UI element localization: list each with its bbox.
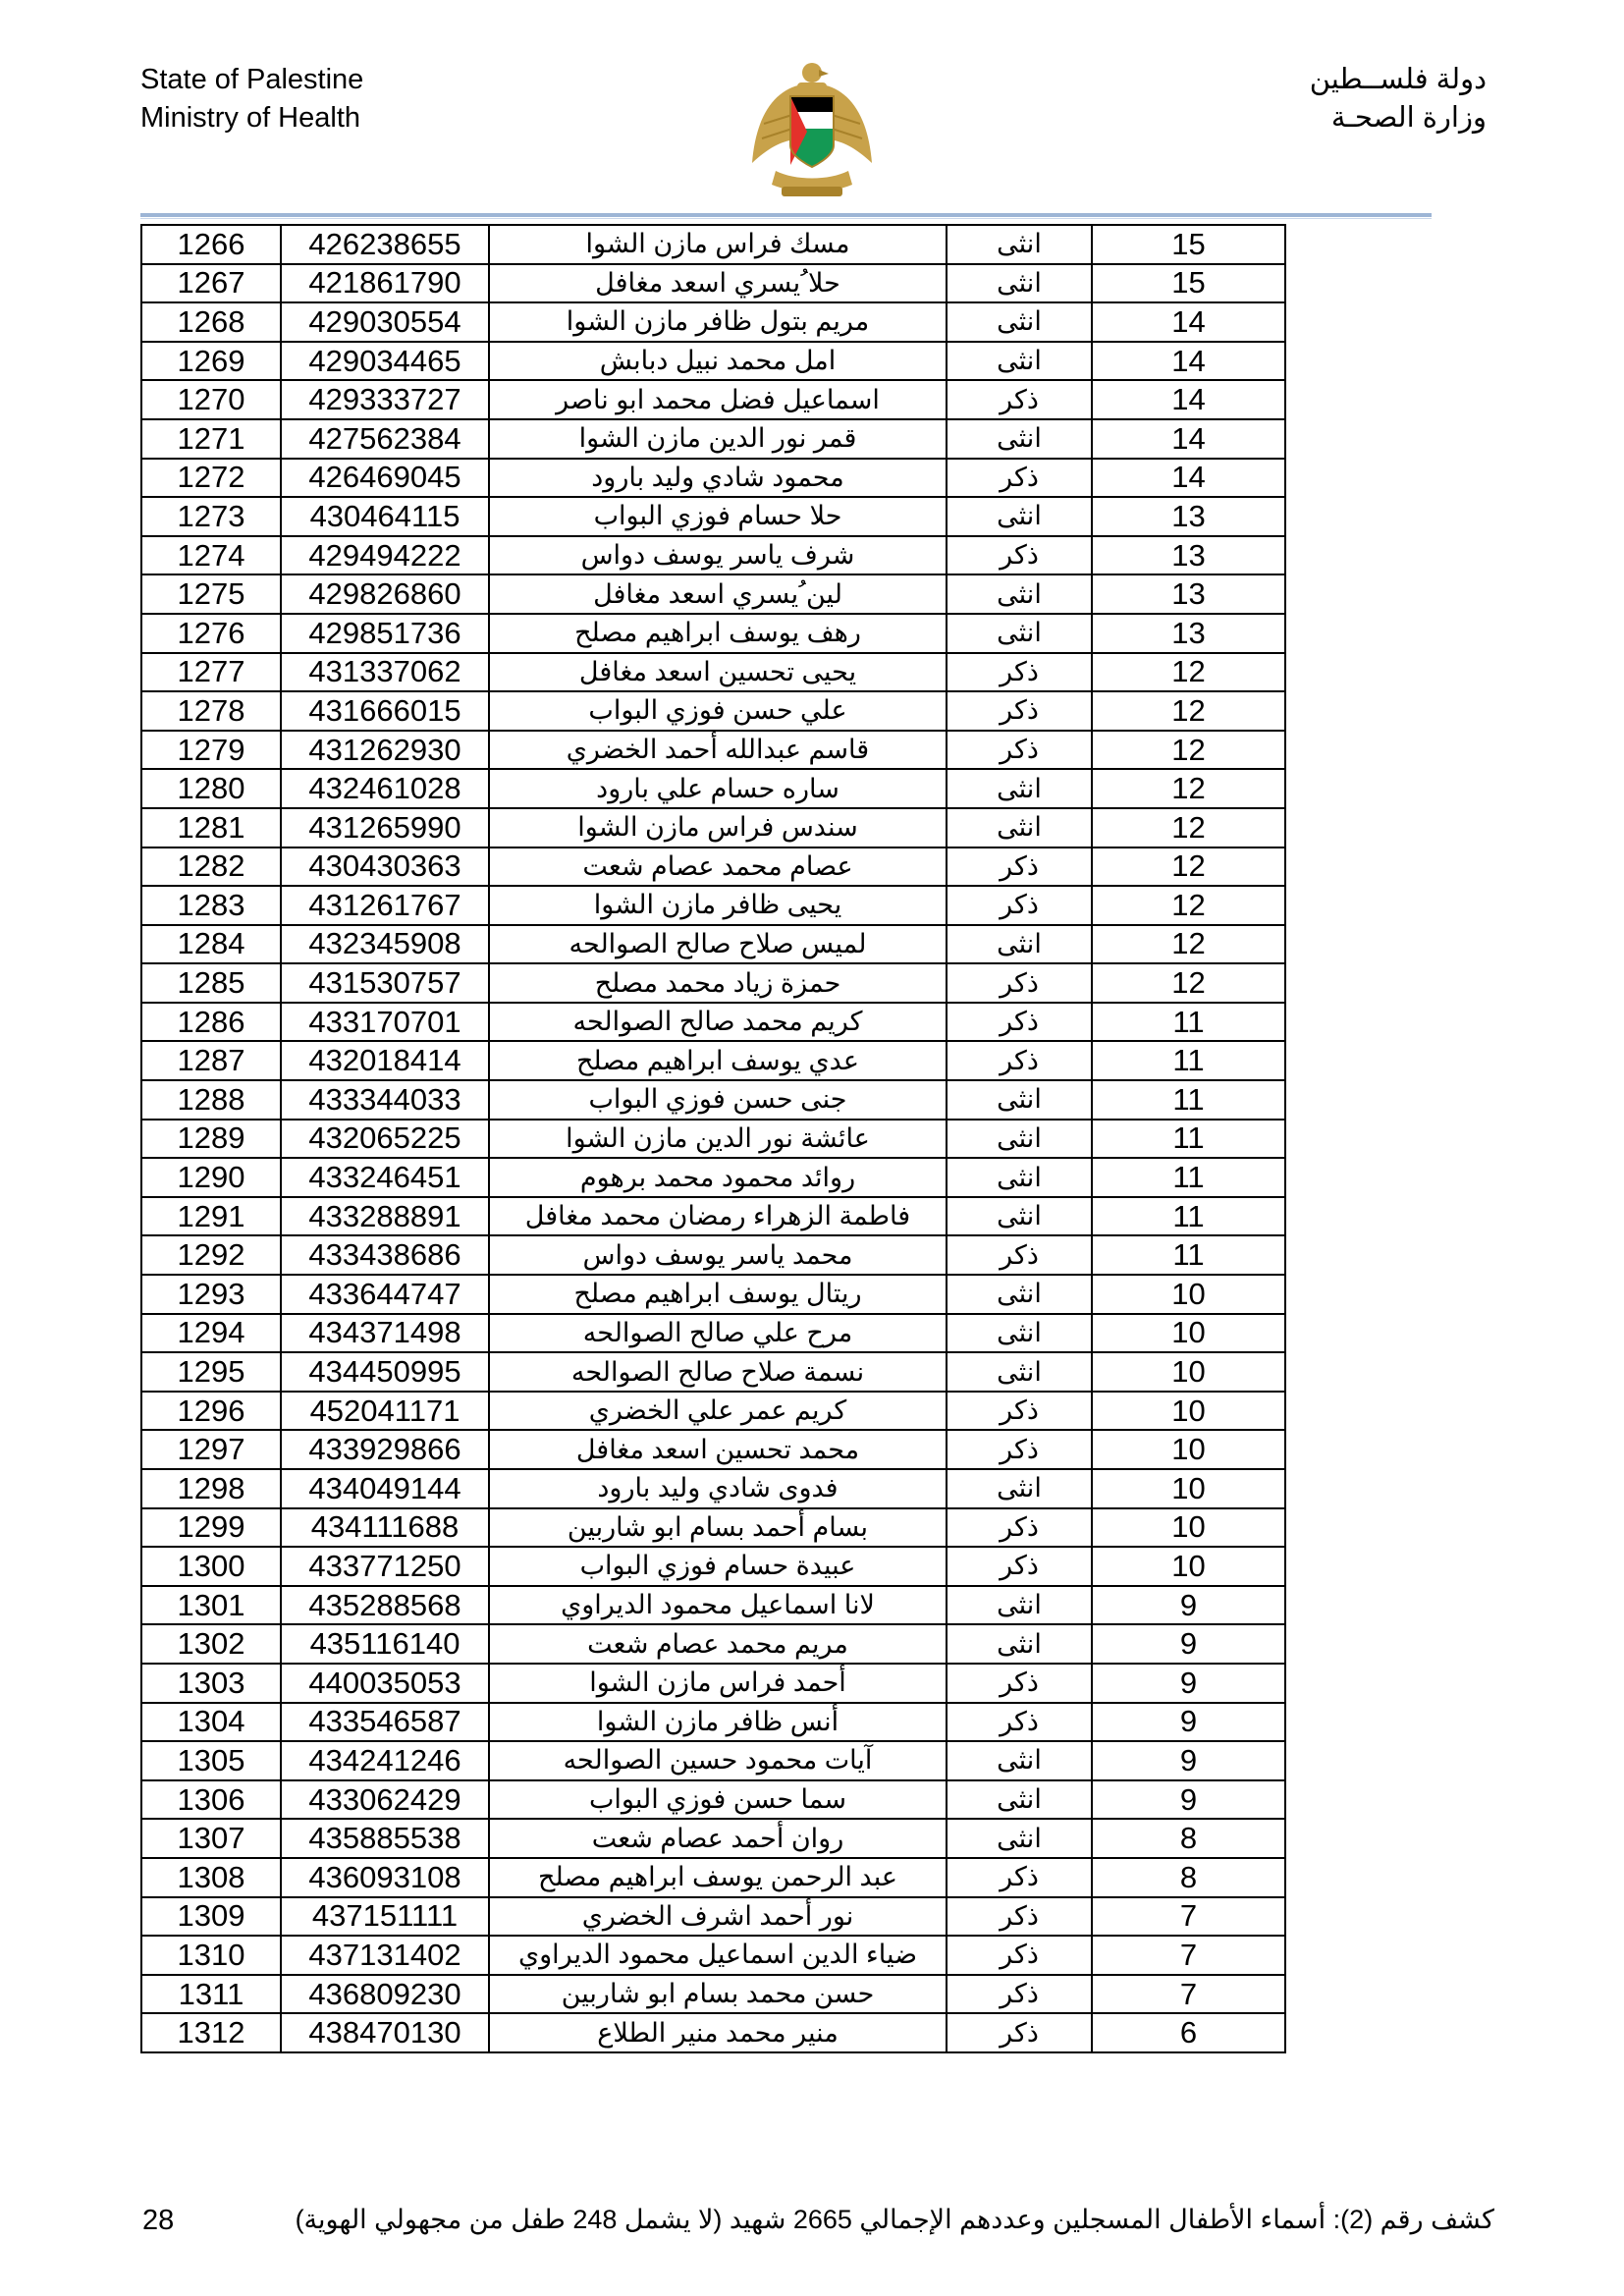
name-cell: عدي يوسف ابراهيم مصلح (489, 1041, 947, 1080)
age-cell: 12 (1092, 653, 1285, 692)
age-cell: 13 (1092, 497, 1285, 536)
gender-cell: انثى (947, 1275, 1092, 1314)
age-cell: 11 (1092, 1120, 1285, 1159)
table-row (141, 1352, 1285, 1392)
table-row (141, 963, 1285, 1003)
id-number-cell: 434049144 (281, 1469, 489, 1508)
row-number-cell: 1295 (141, 1352, 281, 1392)
gender-cell: انثى (947, 1197, 1092, 1236)
row-number-cell: 1275 (141, 574, 281, 614)
name-cell: سندس فراس مازن الشوا (489, 808, 947, 847)
row-number-cell: 1300 (141, 1547, 281, 1586)
id-number-cell: 434241246 (281, 1741, 489, 1780)
row-number-cell: 1291 (141, 1197, 281, 1236)
row-number-cell: 1296 (141, 1392, 281, 1431)
name-cell: آيات محمود حسين الصوالحه (489, 1741, 947, 1780)
table-row (141, 1197, 1285, 1236)
gender-cell: ذكر (947, 459, 1092, 498)
id-number-cell: 431337062 (281, 653, 489, 692)
gender-cell: انثى (947, 419, 1092, 459)
gender-cell: انثى (947, 302, 1092, 342)
name-cell: حلا ُيسري اسعد مغافل (489, 264, 947, 303)
name-cell: قمر نور الدين مازن الشوا (489, 419, 947, 459)
id-number-cell: 426469045 (281, 459, 489, 498)
table-row (141, 691, 1285, 731)
row-number-cell: 1306 (141, 1780, 281, 1820)
age-cell: 12 (1092, 963, 1285, 1003)
gender-cell: ذكر (947, 963, 1092, 1003)
table-row (141, 1858, 1285, 1897)
table-row (141, 342, 1285, 381)
name-cell: محمد ياسر يوسف دواس (489, 1235, 947, 1275)
age-cell: 12 (1092, 769, 1285, 808)
age-cell: 10 (1092, 1547, 1285, 1586)
gender-cell: ذكر (947, 1858, 1092, 1897)
gender-cell: انثى (947, 342, 1092, 381)
table-row (141, 1392, 1285, 1431)
gender-cell: انثى (947, 614, 1092, 653)
age-cell: 7 (1092, 1936, 1285, 1975)
row-number-cell: 1299 (141, 1508, 281, 1548)
table-row (141, 1080, 1285, 1120)
gender-cell: ذكر (947, 1664, 1092, 1703)
age-cell: 13 (1092, 574, 1285, 614)
gender-cell: ذكر (947, 2013, 1092, 2052)
age-cell: 9 (1092, 1624, 1285, 1664)
gender-cell: انثى (947, 769, 1092, 808)
table-row (141, 459, 1285, 498)
table-row (141, 1936, 1285, 1975)
id-number-cell: 429494222 (281, 536, 489, 575)
header-ministry-ar: وزارة الصحـة (1330, 102, 1487, 134)
row-number-cell: 1310 (141, 1936, 281, 1975)
gender-cell: انثى (947, 1352, 1092, 1392)
gender-cell: ذكر (947, 1430, 1092, 1469)
age-cell: 9 (1092, 1664, 1285, 1703)
row-number-cell: 1288 (141, 1080, 281, 1120)
name-cell: كريم عمر علي الخضري (489, 1392, 947, 1431)
gender-cell: انثى (947, 1080, 1092, 1120)
age-cell: 9 (1092, 1586, 1285, 1625)
row-number-cell: 1293 (141, 1275, 281, 1314)
gender-cell: انثى (947, 925, 1092, 964)
gender-cell: انثى (947, 1741, 1092, 1780)
table-row (141, 536, 1285, 575)
table-row (141, 419, 1285, 459)
table-row (141, 574, 1285, 614)
row-number-cell: 1284 (141, 925, 281, 964)
id-number-cell: 435116140 (281, 1624, 489, 1664)
gender-cell: ذكر (947, 1975, 1092, 2014)
table-row (141, 302, 1285, 342)
name-cell: حلا حسام فوزي البواب (489, 497, 947, 536)
age-cell: 10 (1092, 1508, 1285, 1548)
id-number-cell: 434371498 (281, 1314, 489, 1353)
gender-cell: ذكر (947, 1392, 1092, 1431)
table-row (141, 380, 1285, 419)
id-number-cell: 426238655 (281, 225, 489, 264)
table-row (141, 1547, 1285, 1586)
header-divider (140, 213, 1432, 217)
table-row (141, 2013, 1285, 2052)
id-number-cell: 432018414 (281, 1041, 489, 1080)
gender-cell: انثى (947, 264, 1092, 303)
name-cell: جنى حسن فوزي البواب (489, 1080, 947, 1120)
gender-cell: انثى (947, 1819, 1092, 1858)
age-cell: 12 (1092, 808, 1285, 847)
gender-cell: ذكر (947, 1235, 1092, 1275)
age-cell: 10 (1092, 1469, 1285, 1508)
id-number-cell: 429034465 (281, 342, 489, 381)
table-row (141, 886, 1285, 925)
age-cell: 14 (1092, 419, 1285, 459)
row-number-cell: 1282 (141, 847, 281, 887)
name-cell: لانا اسماعيل محمود الديراوي (489, 1586, 947, 1625)
row-number-cell: 1301 (141, 1586, 281, 1625)
id-number-cell: 433062429 (281, 1780, 489, 1820)
header-arabic (1310, 61, 1487, 137)
table-row (141, 847, 1285, 887)
table-caption: كشف رقم (2): أسماء الأطفال المسجلين وعددهم الإجمالي 2665 شهيد (لا يشمل 248 طفل من مجهولي الهوية) (295, 2205, 1494, 2234)
id-number-cell: 421861790 (281, 264, 489, 303)
table-row (141, 731, 1285, 770)
id-number-cell: 429333727 (281, 380, 489, 419)
name-cell: امل محمد نبيل دبابش (489, 342, 947, 381)
name-cell: لين ُيسري اسعد مغافل (489, 574, 947, 614)
row-number-cell: 1292 (141, 1235, 281, 1275)
age-cell: 11 (1092, 1235, 1285, 1275)
row-number-cell: 1287 (141, 1041, 281, 1080)
gender-cell: انثى (947, 808, 1092, 847)
id-number-cell: 431265990 (281, 808, 489, 847)
name-cell: قاسم عبدالله أحمد الخضري (489, 731, 947, 770)
table-row (141, 1469, 1285, 1508)
id-number-cell: 431262930 (281, 731, 489, 770)
table-row (141, 769, 1285, 808)
age-cell: 13 (1092, 536, 1285, 575)
row-number-cell: 1308 (141, 1858, 281, 1897)
row-number-cell: 1305 (141, 1741, 281, 1780)
gender-cell: انثى (947, 1120, 1092, 1159)
gender-cell: ذكر (947, 691, 1092, 731)
gender-cell: ذكر (947, 1703, 1092, 1742)
name-cell: يحيى تحسين اسعد مغافل (489, 653, 947, 692)
row-number-cell: 1312 (141, 2013, 281, 2052)
row-number-cell: 1273 (141, 497, 281, 536)
row-number-cell: 1276 (141, 614, 281, 653)
row-number-cell: 1311 (141, 1975, 281, 2014)
id-number-cell: 431261767 (281, 886, 489, 925)
table-row (141, 225, 1285, 264)
id-number-cell: 432345908 (281, 925, 489, 964)
name-cell: فدوى شادي وليد بارود (489, 1469, 947, 1508)
name-cell: محمود شادي وليد بارود (489, 459, 947, 498)
gender-cell: ذكر (947, 536, 1092, 575)
table-row (141, 1158, 1285, 1197)
age-cell: 12 (1092, 731, 1285, 770)
name-cell: مريم محمد عصام شعت (489, 1624, 947, 1664)
name-cell: مسك فراس مازن الشوا (489, 225, 947, 264)
name-cell: أحمد فراس مازن الشوا (489, 1664, 947, 1703)
id-number-cell: 427562384 (281, 419, 489, 459)
id-number-cell: 433644747 (281, 1275, 489, 1314)
table-row (141, 1703, 1285, 1742)
palestine-eagle-emblem-icon (746, 55, 879, 204)
row-number-cell: 1279 (141, 731, 281, 770)
id-number-cell: 433246451 (281, 1158, 489, 1197)
id-number-cell: 433771250 (281, 1547, 489, 1586)
gender-cell: انثى (947, 574, 1092, 614)
row-number-cell: 1272 (141, 459, 281, 498)
name-cell: منير محمد منير الطلاع (489, 2013, 947, 2052)
row-number-cell: 1302 (141, 1624, 281, 1664)
age-cell: 11 (1092, 1197, 1285, 1236)
age-cell: 9 (1092, 1703, 1285, 1742)
id-number-cell: 432461028 (281, 769, 489, 808)
age-cell: 12 (1092, 847, 1285, 887)
table-row (141, 1624, 1285, 1664)
name-cell: عصام محمد عصام شعت (489, 847, 947, 887)
age-cell: 12 (1092, 886, 1285, 925)
name-cell: عبيدة حسام فوزي البواب (489, 1547, 947, 1586)
age-cell: 7 (1092, 1897, 1285, 1937)
name-cell: ضياء الدين اسماعيل محمود الديراوي (489, 1936, 947, 1975)
table-row (141, 1741, 1285, 1780)
age-cell: 10 (1092, 1275, 1285, 1314)
gender-cell: ذكر (947, 1508, 1092, 1548)
id-number-cell: 430464115 (281, 497, 489, 536)
gender-cell: ذكر (947, 1547, 1092, 1586)
row-number-cell: 1285 (141, 963, 281, 1003)
age-cell: 8 (1092, 1819, 1285, 1858)
age-cell: 11 (1092, 1003, 1285, 1042)
id-number-cell: 431530757 (281, 963, 489, 1003)
table-row (141, 1508, 1285, 1548)
gender-cell: انثى (947, 1314, 1092, 1353)
name-cell: ساره حسام علي بارود (489, 769, 947, 808)
age-cell: 10 (1092, 1430, 1285, 1469)
row-number-cell: 1278 (141, 691, 281, 731)
header-english (140, 61, 363, 137)
gender-cell: ذكر (947, 653, 1092, 692)
name-cell: أنس ظافر مازن الشوا (489, 1703, 947, 1742)
table-row (141, 1780, 1285, 1820)
id-number-cell: 437151111 (281, 1897, 489, 1937)
table-row (141, 264, 1285, 303)
id-number-cell: 437131402 (281, 1936, 489, 1975)
table-row (141, 1314, 1285, 1353)
gender-cell: ذكر (947, 1936, 1092, 1975)
name-cell: يحيى ظافر مازن الشوا (489, 886, 947, 925)
gender-cell: انثى (947, 497, 1092, 536)
name-cell: حمزة زياد محمد مصلح (489, 963, 947, 1003)
row-number-cell: 1270 (141, 380, 281, 419)
age-cell: 7 (1092, 1975, 1285, 2014)
header-country-en: State of Palestine (140, 64, 364, 95)
row-number-cell: 1277 (141, 653, 281, 692)
gender-cell: انثى (947, 1469, 1092, 1508)
table-row (141, 925, 1285, 964)
table-row (141, 1586, 1285, 1625)
gender-cell: انثى (947, 225, 1092, 264)
row-number-cell: 1307 (141, 1819, 281, 1858)
id-number-cell: 429851736 (281, 614, 489, 653)
table-row (141, 614, 1285, 653)
table-row (141, 1275, 1285, 1314)
row-number-cell: 1294 (141, 1314, 281, 1353)
row-number-cell: 1303 (141, 1664, 281, 1703)
gender-cell: ذكر (947, 1003, 1092, 1042)
row-number-cell: 1290 (141, 1158, 281, 1197)
row-number-cell: 1271 (141, 419, 281, 459)
age-cell: 8 (1092, 1858, 1285, 1897)
id-number-cell: 432065225 (281, 1120, 489, 1159)
row-number-cell: 1267 (141, 264, 281, 303)
age-cell: 12 (1092, 925, 1285, 964)
name-cell: روان أحمد عصام شعت (489, 1819, 947, 1858)
id-number-cell: 438470130 (281, 2013, 489, 2052)
id-number-cell: 440035053 (281, 1664, 489, 1703)
name-cell: عائشة نور الدين مازن الشوا (489, 1120, 947, 1159)
children-table (140, 224, 1286, 2053)
age-cell: 9 (1092, 1741, 1285, 1780)
gender-cell: ذكر (947, 1041, 1092, 1080)
name-cell: بسام أحمد بسام ابو شاربين (489, 1508, 947, 1548)
name-cell: كريم محمد صالح الصوالحه (489, 1003, 947, 1042)
id-number-cell: 433344033 (281, 1080, 489, 1120)
name-cell: مرح علي صالح الصوالحه (489, 1314, 947, 1353)
age-cell: 11 (1092, 1158, 1285, 1197)
row-number-cell: 1283 (141, 886, 281, 925)
table-row (141, 1003, 1285, 1042)
id-number-cell: 433170701 (281, 1003, 489, 1042)
age-cell: 10 (1092, 1392, 1285, 1431)
age-cell: 14 (1092, 459, 1285, 498)
name-cell: علي حسن فوزي البواب (489, 691, 947, 731)
page-number: 28 (142, 2205, 175, 2236)
gender-cell: ذكر (947, 1897, 1092, 1937)
header-ministry-en: Ministry of Health (140, 102, 361, 134)
name-cell: عبد الرحمن يوسف ابراهيم مصلح (489, 1858, 947, 1897)
id-number-cell: 430430363 (281, 847, 489, 887)
row-number-cell: 1286 (141, 1003, 281, 1042)
gender-cell: انثى (947, 1586, 1092, 1625)
name-cell: نور أحمد اشرف الخضري (489, 1897, 947, 1937)
name-cell: لميس صلاح صالح الصوالحه (489, 925, 947, 964)
table-row (141, 1975, 1285, 2014)
table-row (141, 497, 1285, 536)
name-cell: ريتال يوسف ابراهيم مصلح (489, 1275, 947, 1314)
table-row (141, 808, 1285, 847)
row-number-cell: 1298 (141, 1469, 281, 1508)
id-number-cell: 429030554 (281, 302, 489, 342)
id-number-cell: 434111688 (281, 1508, 489, 1548)
table-row (141, 1235, 1285, 1275)
row-number-cell: 1309 (141, 1897, 281, 1937)
id-number-cell: 435885538 (281, 1819, 489, 1858)
name-cell: حسن محمد بسام ابو شاربين (489, 1975, 947, 2014)
age-cell: 14 (1092, 342, 1285, 381)
age-cell: 9 (1092, 1780, 1285, 1820)
age-cell: 6 (1092, 2013, 1285, 2052)
gender-cell: ذكر (947, 731, 1092, 770)
id-number-cell: 435288568 (281, 1586, 489, 1625)
row-number-cell: 1281 (141, 808, 281, 847)
table-row (141, 1664, 1285, 1703)
name-cell: شرف ياسر يوسف دواس (489, 536, 947, 575)
gender-cell: انثى (947, 1158, 1092, 1197)
row-number-cell: 1274 (141, 536, 281, 575)
id-number-cell: 433929866 (281, 1430, 489, 1469)
header-country-ar: دولة فلســطين (1309, 64, 1487, 95)
age-cell: 15 (1092, 264, 1285, 303)
name-cell: سما حسن فوزي البواب (489, 1780, 947, 1820)
name-cell: رهف يوسف ابراهيم مصلح (489, 614, 947, 653)
name-cell: اسماعيل فضل محمد ابو ناصر (489, 380, 947, 419)
age-cell: 11 (1092, 1080, 1285, 1120)
id-number-cell: 436093108 (281, 1858, 489, 1897)
age-cell: 15 (1092, 225, 1285, 264)
id-number-cell: 433288891 (281, 1197, 489, 1236)
id-number-cell: 431666015 (281, 691, 489, 731)
row-number-cell: 1269 (141, 342, 281, 381)
id-number-cell: 436809230 (281, 1975, 489, 2014)
name-cell: روائد محمود محمد برهوم (489, 1158, 947, 1197)
row-number-cell: 1280 (141, 769, 281, 808)
id-number-cell: 429826860 (281, 574, 489, 614)
gender-cell: ذكر (947, 886, 1092, 925)
age-cell: 12 (1092, 691, 1285, 731)
gender-cell: ذكر (947, 380, 1092, 419)
age-cell: 13 (1092, 614, 1285, 653)
name-cell: نسمة صلاح صالح الصوالحه (489, 1352, 947, 1392)
age-cell: 11 (1092, 1041, 1285, 1080)
header-divider-thin (140, 218, 1432, 219)
gender-cell: انثى (947, 1624, 1092, 1664)
id-number-cell: 452041171 (281, 1392, 489, 1431)
table-row (141, 653, 1285, 692)
row-number-cell: 1304 (141, 1703, 281, 1742)
age-cell: 14 (1092, 380, 1285, 419)
age-cell: 10 (1092, 1314, 1285, 1353)
age-cell: 14 (1092, 302, 1285, 342)
table-row (141, 1897, 1285, 1937)
age-cell: 10 (1092, 1352, 1285, 1392)
table-row (141, 1041, 1285, 1080)
table-row (141, 1819, 1285, 1858)
row-number-cell: 1289 (141, 1120, 281, 1159)
table-row (141, 1120, 1285, 1159)
row-number-cell: 1266 (141, 225, 281, 264)
children-table-body (141, 225, 1285, 2052)
id-number-cell: 434450995 (281, 1352, 489, 1392)
name-cell: محمد تحسين اسعد مغافل (489, 1430, 947, 1469)
id-number-cell: 433546587 (281, 1703, 489, 1742)
name-cell: مريم بتول ظافر مازن الشوا (489, 302, 947, 342)
row-number-cell: 1268 (141, 302, 281, 342)
row-number-cell: 1297 (141, 1430, 281, 1469)
gender-cell: ذكر (947, 847, 1092, 887)
name-cell: فاطمة الزهراء رمضان محمد مغافل (489, 1197, 947, 1236)
table-row (141, 1430, 1285, 1469)
id-number-cell: 433438686 (281, 1235, 489, 1275)
gender-cell: انثى (947, 1780, 1092, 1820)
